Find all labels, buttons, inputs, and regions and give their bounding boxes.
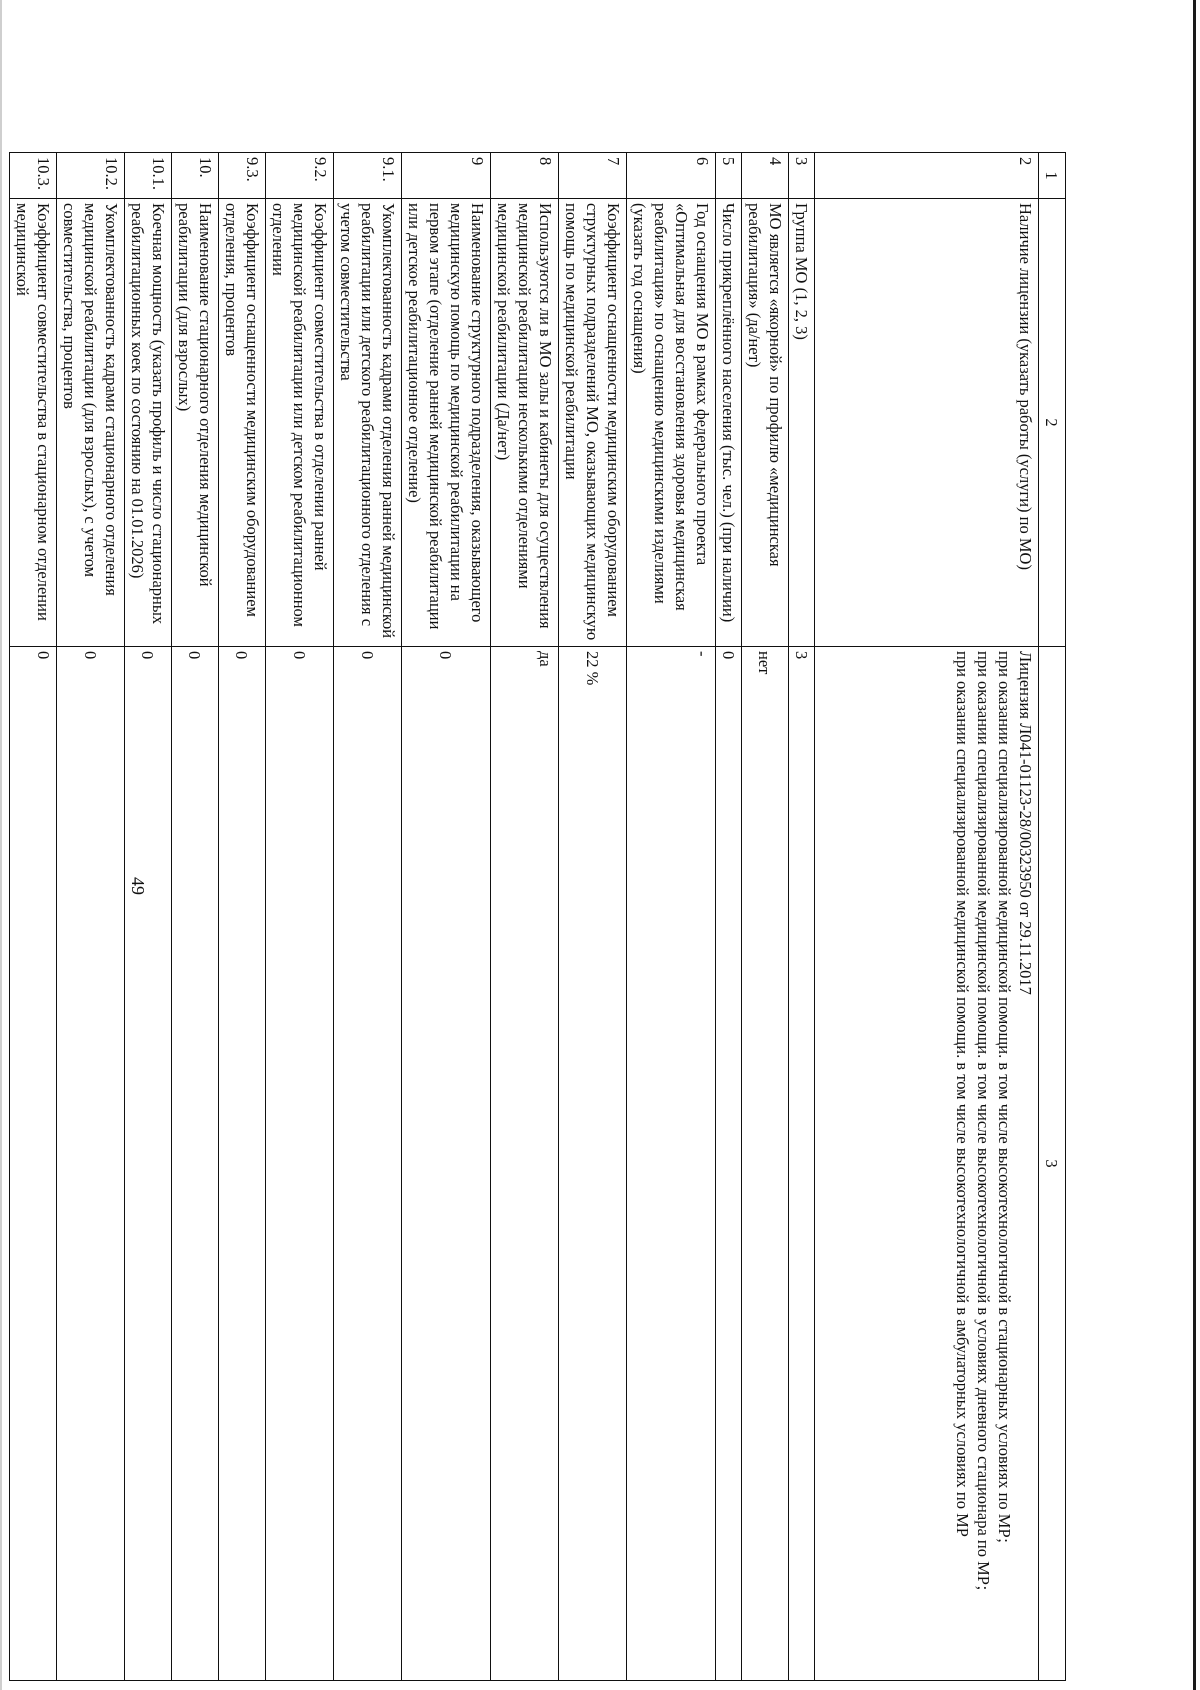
row-value: 0 [10,647,57,1681]
row-label: Наименование структурного подразделения, оказывающего медицинскую помощь по медицинской реабилитации на первом этапе (отделение ранней медицинской реабилитации или детское реабилитационное отделение) [402,199,491,647]
table-row [334,153,402,1681]
row-value: 22 % [559,647,627,1681]
license-line: Лицензия Л041-01123-28/00323950 от 29.11.2017 [1016,651,1035,995]
row-number: 9 [402,153,491,199]
data-table [9,152,1066,1681]
table-row [57,153,125,1681]
row-label: Число прикреплённого населения (тыс. чел.) (при наличии) [716,199,742,647]
scan-edge-left [0,0,2,1690]
row-number: 9.1. [334,153,402,199]
row-label: Укомплектованность кадрами отделения ранней медицинской реабилитации или детского реабилитационного отделения с учетом совместительства [334,199,402,647]
row-number: 7 [559,153,627,199]
header-col-1: 1 [1039,153,1066,199]
table-row [789,153,815,1681]
table-header-row [1039,153,1066,1681]
row-value: 0 [57,647,125,1681]
row-number: 10.2. [57,153,125,199]
license-line: при оказании специализированной медицинской помощи. в том числе высокотехнологичной в амбулаторных условиях по МР [953,651,972,1537]
row-value: нет [742,647,789,1681]
page-number: 49 [128,877,148,895]
scan-edge-right [1193,0,1196,1690]
row-label: Год оснащения МО в рамках федерального проекта «Оптимальная для восстановления здоровья медицинская реабилитация» по оснащению медицинскими изделиями (указать год оснащения) [627,199,716,647]
header-col-3: 3 [1039,647,1066,1681]
row-value: 0 [125,647,172,1681]
row-number: 2 [815,153,1039,199]
table-row [125,153,172,1681]
row-number: 10.3. [10,153,57,199]
row-number: 9.2. [266,153,334,199]
row-label: Используются ли в МО залы и кабинеты для осуществления медицинской реабилитации несколькими отделениями медицинской реабилитации (Да/нет) [491,199,559,647]
row-label: Коэффициент оснащенности медицинским оборудованием отделения, процентов [219,199,266,647]
row-value: 0 [334,647,402,1681]
row-number: 5 [716,153,742,199]
row-number: 3 [789,153,815,199]
table-row [815,153,1039,1681]
header-col-2: 2 [1039,199,1066,647]
table-row [219,153,266,1681]
table-row [627,153,716,1681]
row-value: да [491,647,559,1681]
table-row [266,153,334,1681]
table-row [716,153,742,1681]
row-label: Наименование стационарного отделения медицинской реабилитации (для взрослых) [172,199,219,647]
row-number: 10. [172,153,219,199]
row-value: 0 [266,647,334,1681]
row-value: 0 [716,647,742,1681]
row-label: Коечная мощность (указать профиль и число стационарных реабилитационных коек по состоянию на 01.01.2026) [125,199,172,647]
row-number: 9.3. [219,153,266,199]
row-value: 0 [219,647,266,1681]
row-label: Коэффициент совместительства в отделении ранней медицинской реабилитации или детском реабилитационном отделении [266,199,334,647]
row-value: 0 [172,647,219,1681]
license-cell [815,647,1039,1681]
row-label: МО является «якорной» по профилю «медицинская реабилитация» (да/нет) [742,199,789,647]
row-value: 3 [789,647,815,1681]
row-label: Укомплектованность кадрами стационарного отделения медицинской реабилитации (для взрослых), с учетом совместительства, процентов [57,199,125,647]
row-value: - [627,647,716,1681]
row-label: Группа МО (1, 2, 3) [789,199,815,647]
row-value: 0 [402,647,491,1681]
row-number: 10.1. [125,153,172,199]
row-label: Коэффициент совместительства в стационарном отделении медицинской [10,199,57,647]
row-number: 6 [627,153,716,199]
row-label: Коэффициент оснащенности медицинским оборудованием структурных подразделений МО, оказывающих медицинскую помощь по медицинской реабилитации [559,199,627,647]
table-row [402,153,491,1681]
license-line: при оказании специализированной медицинской помощи. в том числе высокотехнологичной в условиях дневного стационара по МР; [974,651,993,1591]
table-row [742,153,789,1681]
table-row [172,153,219,1681]
row-number: 8 [491,153,559,199]
table-row [559,153,627,1681]
table-row [491,153,559,1681]
row-label: Наличие лицензии (указать работы (услуги) по МО) [815,199,1039,647]
row-number: 4 [742,153,789,199]
table-row [10,153,57,1681]
license-line: при оказании специализированной медицинской помощи. в том числе высокотехнологичной в стационарных условиях по МР; [995,651,1014,1543]
